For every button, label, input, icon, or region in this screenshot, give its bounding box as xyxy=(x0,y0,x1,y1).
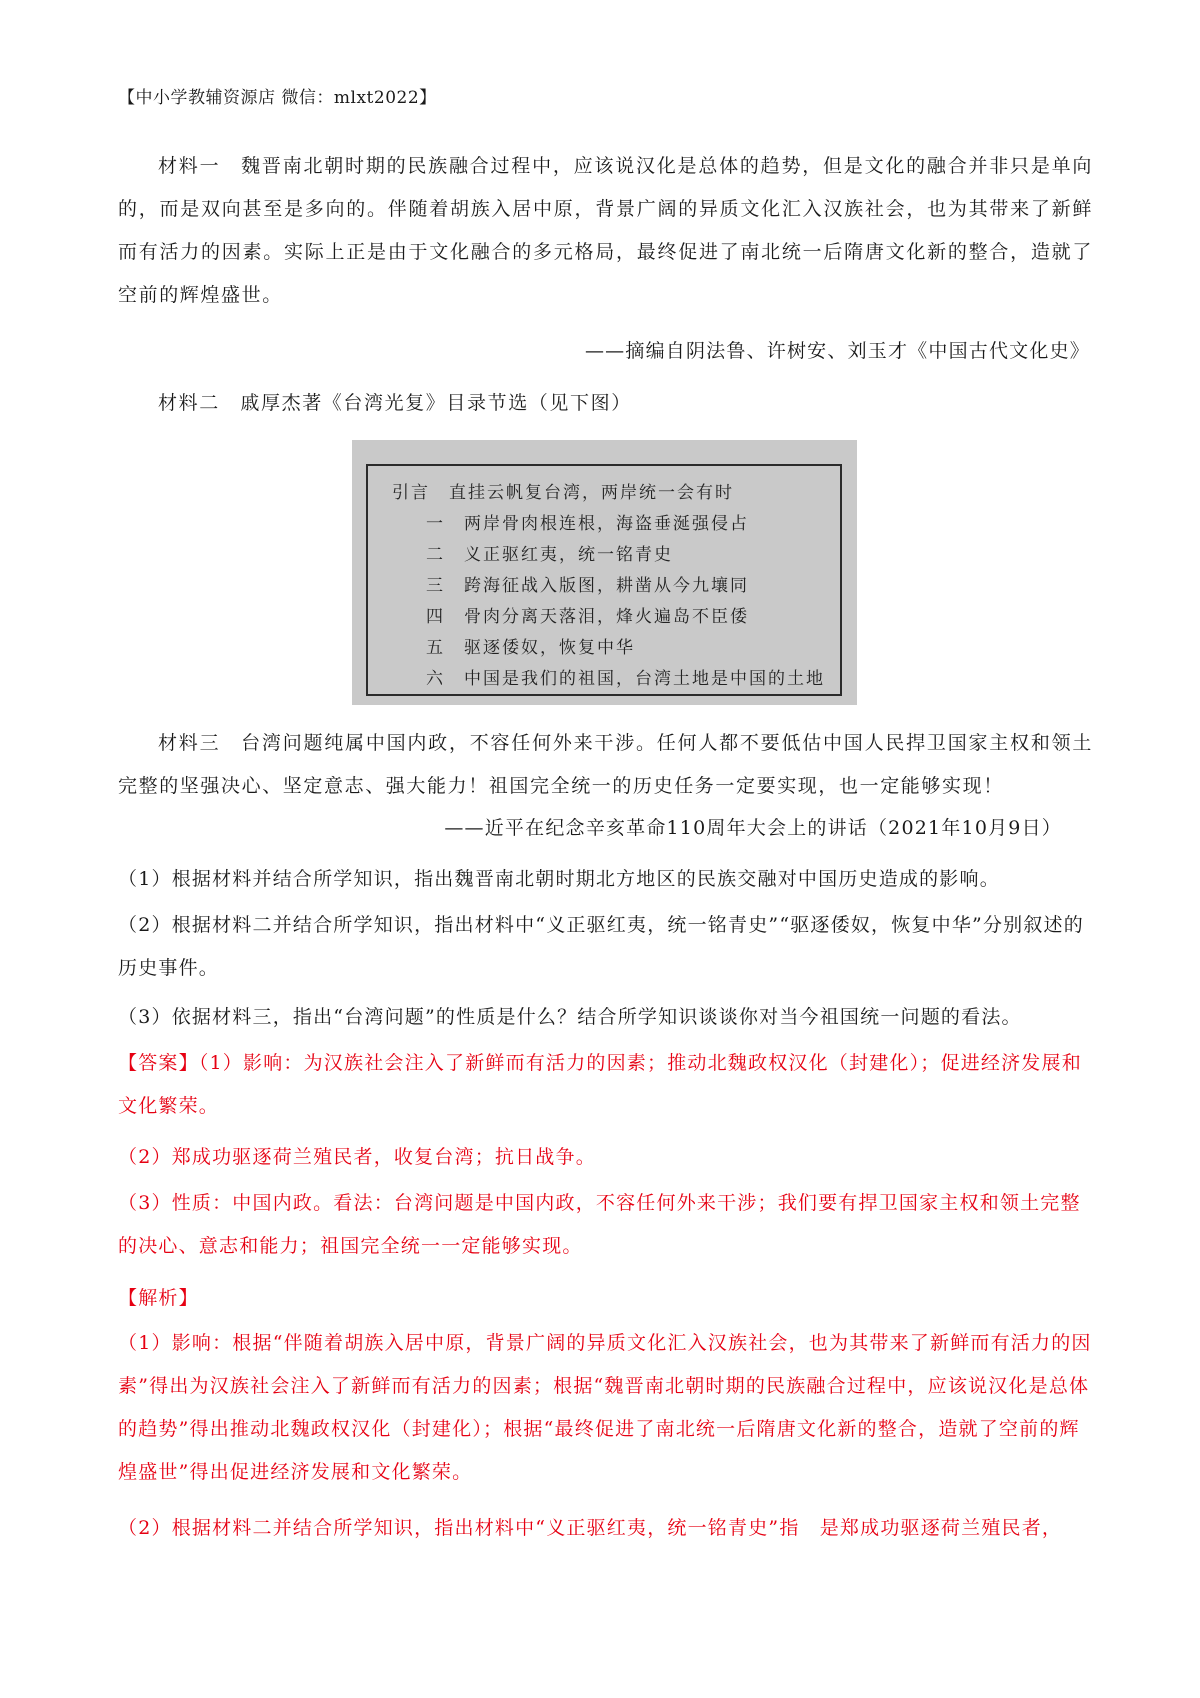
question-2: （2）根据材料二并结合所学知识，指出材料中“义正驱红夷，统一铭青史”“驱逐倭奴，恢复中华”分别叙述的历史事件。 xyxy=(118,914,1084,979)
source-header: 【中小学教辅资源店 微信：mlxt2022】 xyxy=(118,88,437,108)
material-3-source: ——近平在纪念辛亥革命110周年大会上的讲话（2021年10月9日） xyxy=(444,817,1062,839)
table-of-contents-scan xyxy=(352,440,857,705)
material-1-source: ——摘编自阴法鲁、许树安、刘玉才《中国古代文化史》 xyxy=(584,340,1090,362)
scan-line: 四 骨肉分离天落泪，烽火遍岛不臣倭 xyxy=(426,607,749,627)
material-1-text: 材料一 魏晋南北朝时期的民族融合过程中，应该说汉化是总体的趋势，但是文化的融合并非只是单向的，而是双向甚至是多向的。伴随着胡族入居中原，背景广阔的异质文化汇入汉族社会，也为其带来了新鲜而有活力的因素。实际上正是由于文化融合的多元格局，最终促进了南北统一后隋唐文化新的整合，造就了空前的辉煌盛世。 xyxy=(118,155,1093,306)
question-3: （3）依据材料三，指出“台湾问题”的性质是什么？结合所学知识谈谈你对当今祖国统一问题的看法。 xyxy=(118,1006,1022,1028)
scan-line: 五 驱逐倭奴，恢复中华 xyxy=(426,638,635,658)
analysis-2: （2）根据材料二并结合所学知识，指出材料中“义正驱红夷，统一铭青史”指 是郑成功驱逐荷兰殖民者， xyxy=(118,1517,1063,1539)
scan-line: 三 跨海征战入版图，耕凿从今九壤同 xyxy=(426,576,749,596)
question-1: （1）根据材料并结合所学知识，指出魏晋南北朝时期北方地区的民族交融对中国历史造成的影响。 xyxy=(118,868,1000,890)
answer-2: （2）郑成功驱逐荷兰殖民者，收复台湾；抗日战争。 xyxy=(118,1146,596,1168)
material-3-text: 材料三 台湾问题纯属中国内政，不容任何外来干涉。任何人都不要低估中国人民捍卫国家主权和领土完整的坚强决心、坚定意志、强大能力！祖国完全统一的历史任务一定要实现，也一定能够实现！ xyxy=(118,732,1093,797)
material-2-text: 材料二 戚厚杰著《台湾光复》目录节选（见下图） xyxy=(158,392,632,414)
analysis-label: 【解析】 xyxy=(118,1287,199,1309)
answer-3: （3）性质：中国内政。看法：台湾问题是中国内政，不容任何外来干涉；我们要有捍卫国家主权和领土完整的决心、意志和能力；祖国完全统一一定能够实现。 xyxy=(118,1192,1081,1257)
scan-line: 二 义正驱红夷，统一铭青史 xyxy=(426,545,673,565)
scan-line: 六 中国是我们的祖国，台湾土地是中国的土地 xyxy=(426,669,825,689)
answer-label: 【答案】 xyxy=(118,1052,199,1074)
scan-line: 一 两岸骨肉根连根，海盗垂涎强侵占 xyxy=(426,514,749,534)
analysis-1: （1）影响：根据“伴随着胡族入居中原，背景广阔的异质文化汇入汉族社会，也为其带来了新鲜而有活力的因素”得出为汉族社会注入了新鲜而有活力的因素；根据“魏晋南北朝时期的民族融合过程中，应该说汉化是总体的趋势”得出推动北魏政权汉化（封建化）；根据“最终促进了南北统一后隋唐文化新的整合，造就了空前的辉煌盛世”得出促进经济发展和文化繁荣。 xyxy=(118,1332,1092,1483)
answer-1: 【答案】（1）影响：为汉族社会注入了新鲜而有活力的因素；推动北魏政权汉化（封建化）；促进经济发展和文化繁荣。 xyxy=(118,1052,1082,1117)
scan-line: 引言 直挂云帆复台湾，两岸统一会有时 xyxy=(392,483,734,503)
